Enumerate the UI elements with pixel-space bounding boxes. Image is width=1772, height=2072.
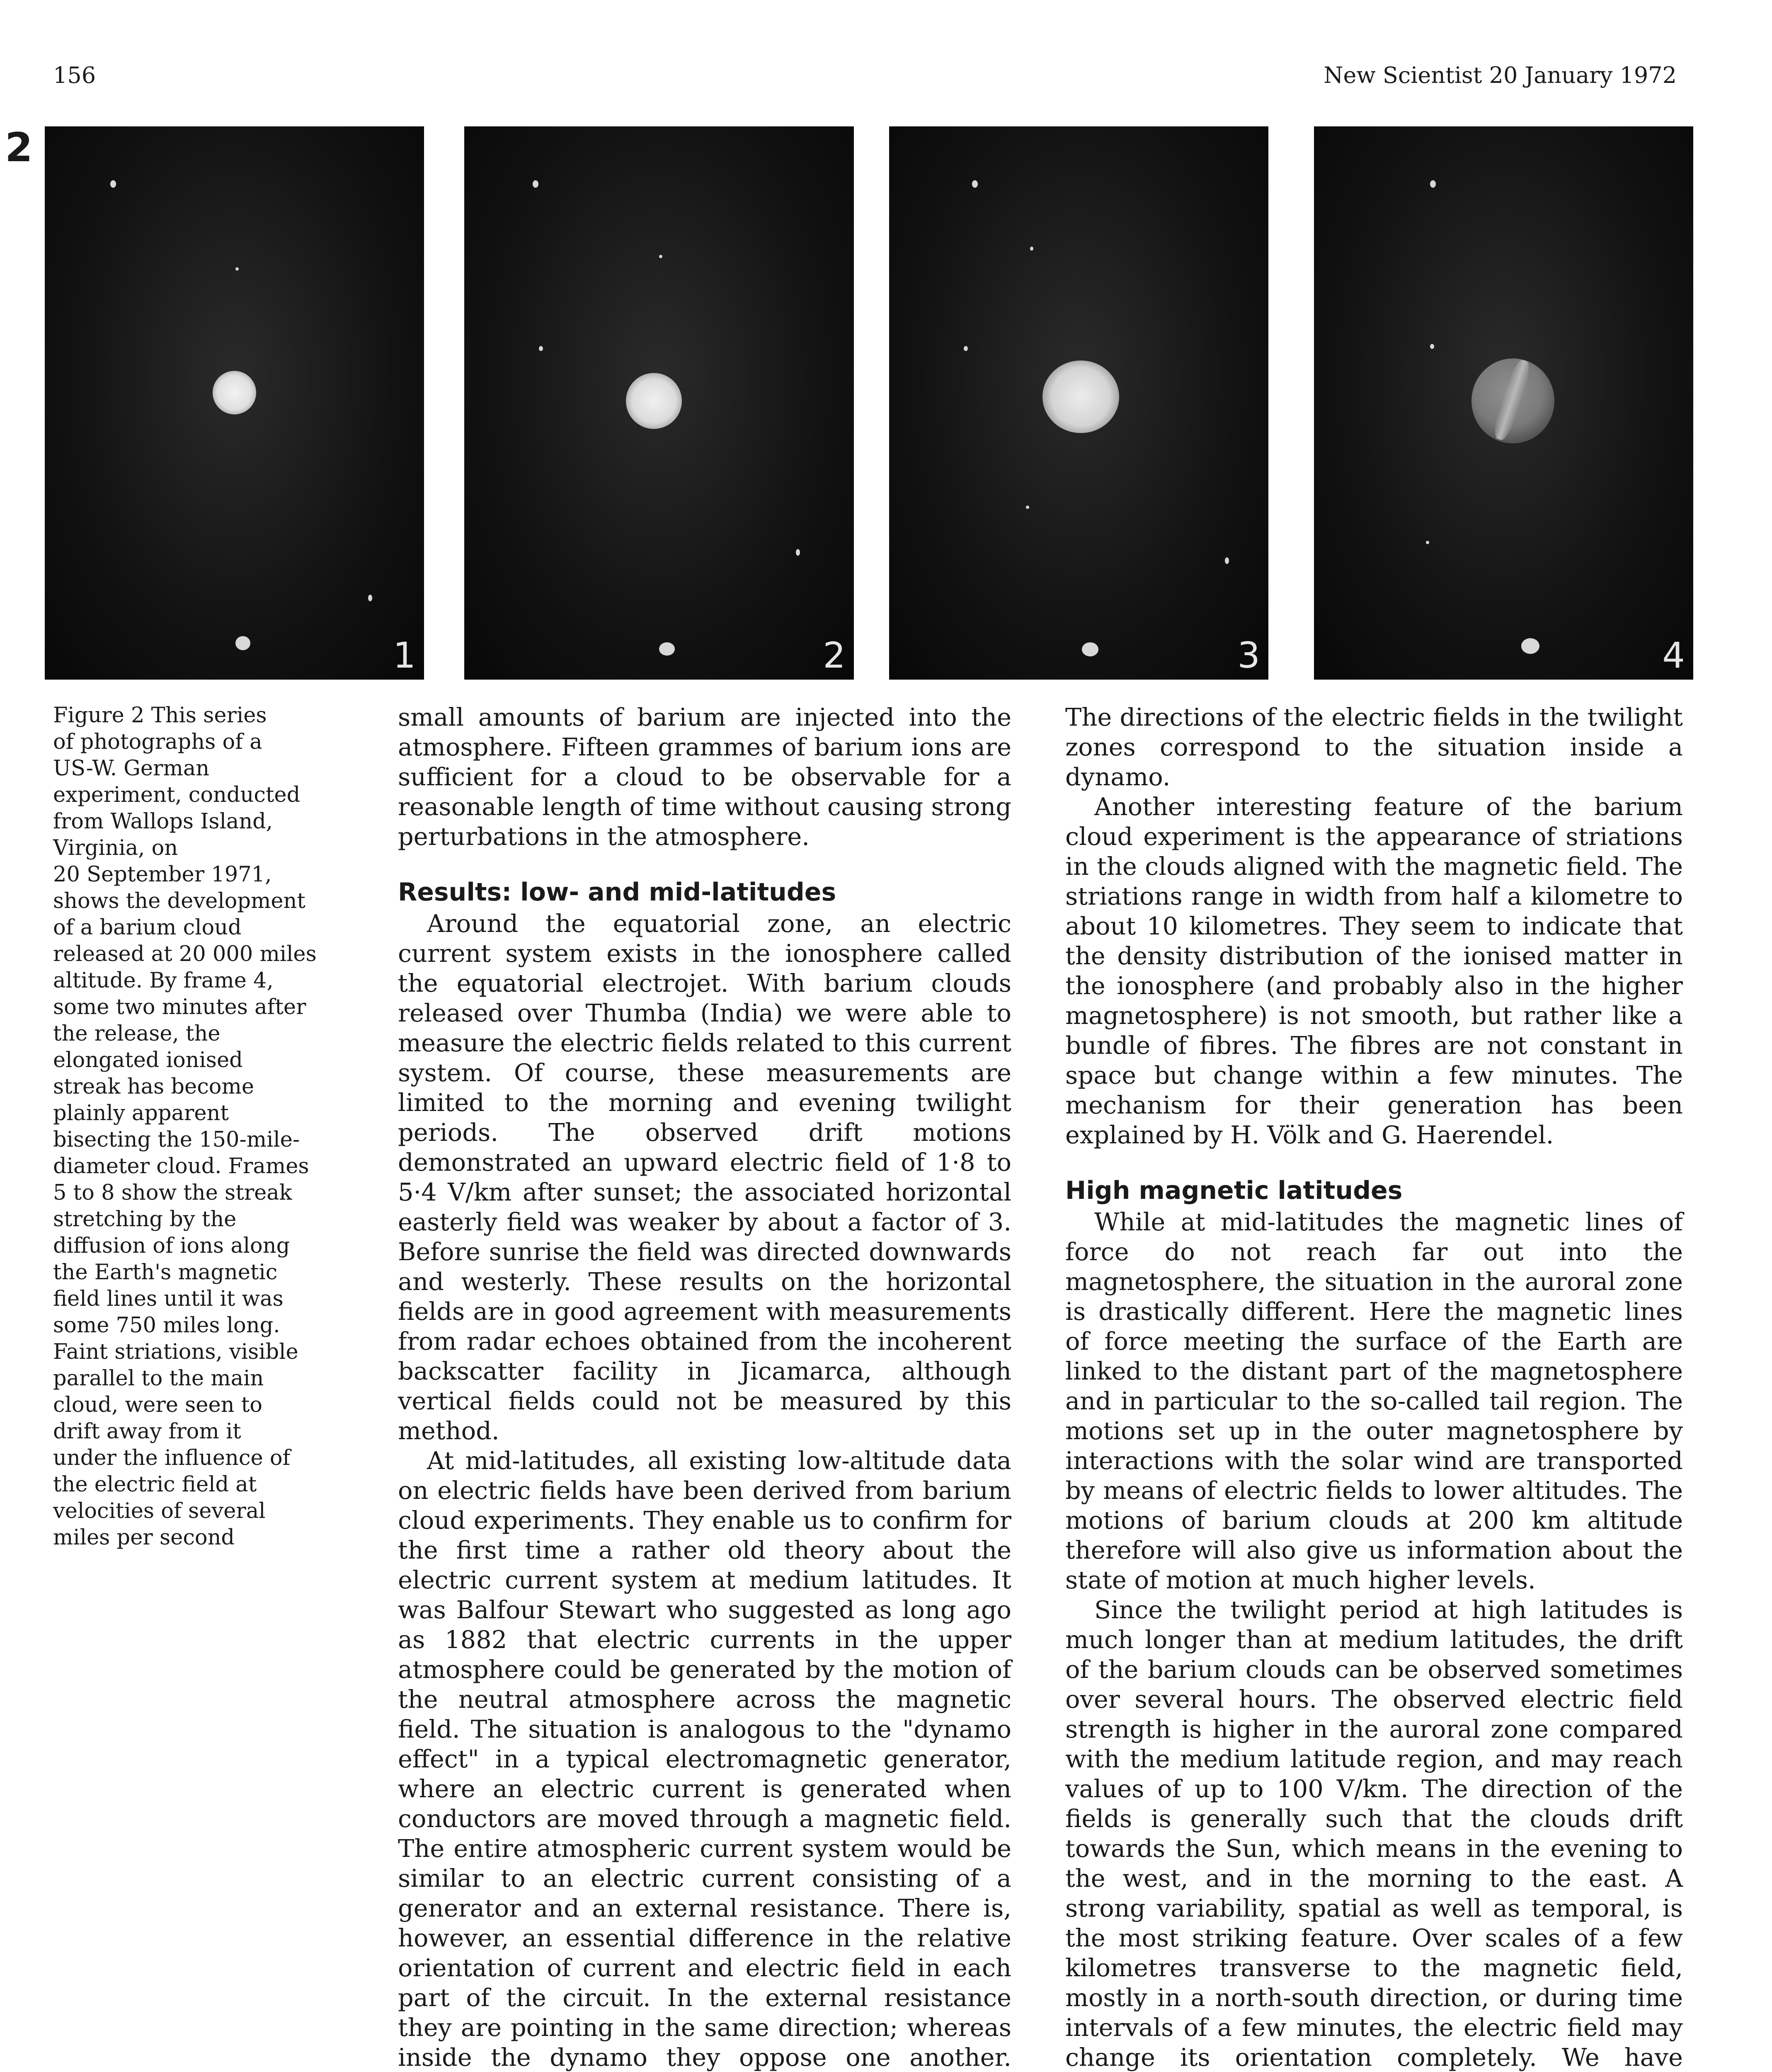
star (972, 180, 978, 188)
star (964, 346, 968, 351)
article-column-2 (1065, 702, 1683, 2072)
star (539, 346, 543, 351)
frame-label: 4 (1662, 635, 1685, 676)
paragraph: Since the twilight period at high latitudes is much longer than at medium latitudes, the drift of the barium clouds can be observed sometimes over several hours. The observed electric field strength is higher in the auroral zone compared with the medium latitude region, and may reach values of up to 100 V/km. The direction of the fields is generally such that the clouds drift towards the Sun, which means in the evening to the west, and in the morning to the east. A strong variability, spatial as well as temporal, is the most striking feature. Over scales of a few kilometres transverse to the magnetic field, mostly in a north-south direction, or during time intervals of a few minutes, the electric field may change its orientation completely. We have (1065, 1595, 1683, 2072)
paragraph: small amounts of barium are injected into the atmosphere. Fifteen grammes of barium ions are sufficient for a cloud to be observable for a reasonable length of time without causing strong perturbations in the atmosphere. (398, 703, 1011, 851)
star (1030, 247, 1033, 251)
paragraph: The directions of the electric fields in the twilight zones correspond to the situation inside a dynamo. (1065, 703, 1683, 791)
star (1430, 180, 1436, 188)
star (1082, 642, 1098, 656)
star (659, 642, 675, 656)
section-heading: High magnetic latitudes (1065, 1176, 1403, 1205)
page-number: 156 (53, 62, 96, 88)
star (659, 255, 662, 258)
star (1225, 557, 1229, 564)
photo-frame-2 (464, 126, 854, 680)
star (533, 180, 538, 188)
paragraph: At mid-latitudes, all existing low-altitude data on electric fields have been derived from barium cloud experiments. They enable us to confirm for the first time a rather old theory about the electric current system at medium latitudes. It was Balfour Stewart who suggested as long ago as 1882 that electric currents in the upper atmosphere could be generated by the motion of the neutral atmosphere across the magnetic field. The situation is analogous to the "dynamo effect" in a typical electromagnetic generator, where an electric current is generated when conductors are moved through a magnetic field. The entire atmospheric current system would be similar to an electric current consisting of a generator and an external resistance. There is, however, an essential difference in the relative orientation of current and electric field in each part of the circuit. In the external resistance they are pointing in the same direction; whereas inside the dynamo they oppose one another. (398, 1446, 1011, 2072)
barium-cloud (626, 373, 682, 429)
photo-frame-1 (45, 126, 424, 680)
frame-label: 3 (1237, 635, 1260, 676)
paragraph: Another interesting feature of the barium cloud experiment is the appearance of striations in the clouds aligned with the magnetic field. The striations range in width from half a kilometre to about 10 kilometres. They seem to indicate that the density distribution of the ionised matter in the ionosphere (and probably also in the higher magnetosphere) is not smooth, but rather like a bundle of fibres. The fibres are not constant in space but change within a few minutes. The mechanism for their generation has been explained by H. Völk and G. Haerendel. (1065, 792, 1683, 1149)
journal-header: New Scientist 20 January 1972 (1324, 62, 1677, 88)
article-column-1 (398, 702, 1011, 2072)
photo-frame-3 (889, 126, 1268, 680)
paragraph: While at mid-latitudes the magnetic lines of force do not reach far out into the magnetosphere, the situation in the auroral zone is drastically different. Here the magnetic lines of force meeting the surface of the Earth are linked to the distant part of the magnetosphere and in particular to the so-called tail region. The motions set up in the outer magnetosphere by interactions with the solar wind are transported by means of electric fields to lower altitudes. The motions of barium clouds at 200 km altitude therefore will also give us information about the state of motion at much higher levels. (1065, 1208, 1683, 1594)
star (1426, 541, 1429, 544)
photo-frame-4 (1314, 126, 1693, 680)
star (235, 267, 239, 271)
figure-number: 2 (5, 124, 33, 171)
star (110, 180, 116, 188)
figure-caption: Figure 2 This series of photographs of a US-W. German experiment, conducted from Wallops Island, Virginia, on 20 September 1971, shows the development of a barium cloud released at 20 000 miles altitude. By frame 4, some two minutes after the release, the elongated ionised streak has become plainly apparent bisecting the 150-mile- diameter cloud. Frames 5 to 8 show the streak stretching by the diffusion of ions along the Earth's magnetic field lines until it was some 750 miles long. Faint striations, visible parallel to the main cloud, were seen to drift away from it under the influence of the electric field at velocities of several miles per second (53, 703, 317, 1550)
frame-label: 2 (823, 635, 846, 676)
section-heading: Results: low- and mid-latitudes (398, 878, 836, 907)
star (1026, 506, 1029, 509)
star (1521, 638, 1539, 654)
paragraph: Around the equatorial zone, an electric current system exists in the ionosphere called the equatorial electrojet. With barium clouds released over Thumba (India) we were able to measure the electric fields related to this current system. Of course, these measurements are limited to the morning and evening twilight periods. The observed drift motions demonstrated an upward electric field of 1·8 to 5·4 V/km after sunset; the associated horizontal easterly field was weaker by about a factor of 3. Before sunrise the field was directed downwards and westerly. These results on the horizontal fields are in good agreement with measurements from radar echoes obtained from the incoherent backscatter facility in Jicamarca, although vertical fields could not be measured by this method. (398, 909, 1011, 1445)
barium-cloud (213, 371, 256, 414)
frame-label: 1 (393, 635, 416, 676)
star (235, 636, 250, 650)
star (1430, 344, 1434, 349)
star (368, 595, 372, 601)
barium-cloud (1042, 361, 1119, 433)
star (796, 549, 800, 556)
